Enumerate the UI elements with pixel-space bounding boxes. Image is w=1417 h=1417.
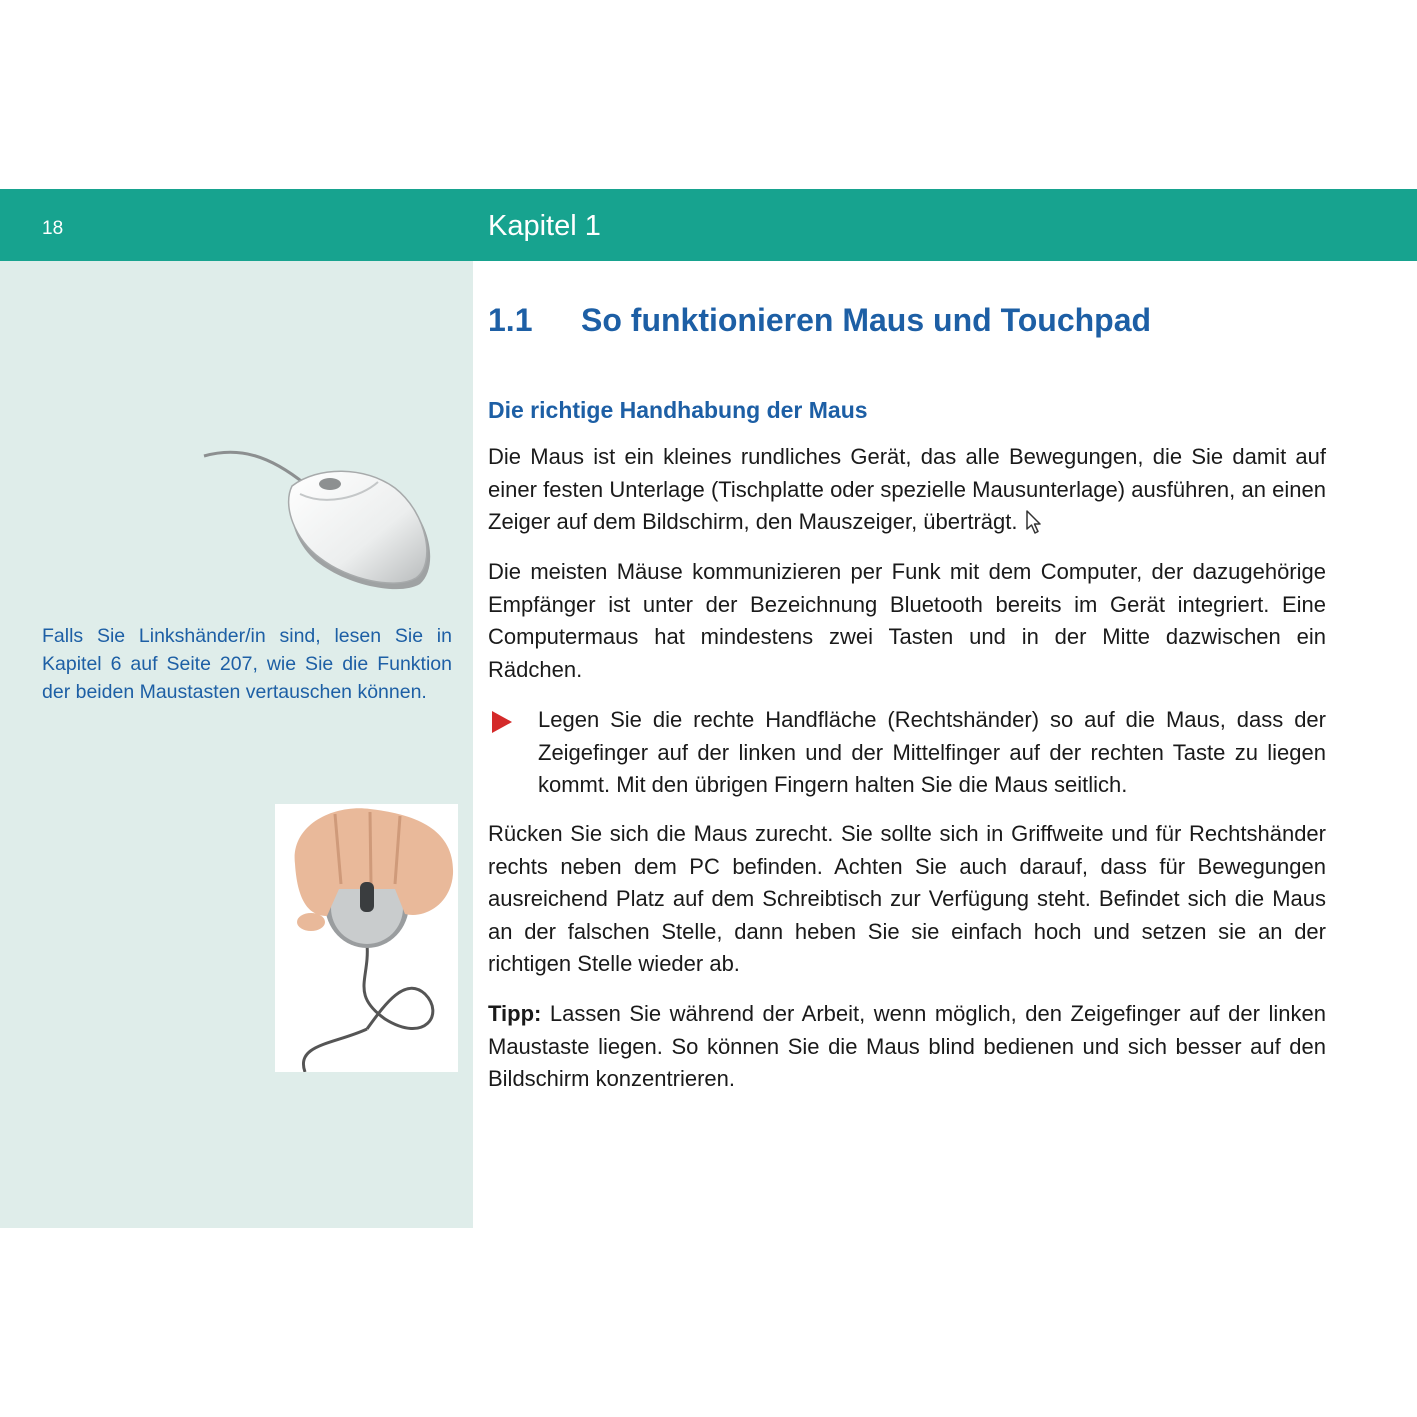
hand-on-mouse-photo [275,804,458,1072]
mouse-illustration [200,446,440,596]
subheading: Die richtige Handhabung der Maus [488,397,868,423]
paragraph-position: Rücken Sie sich die Maus zurecht. Sie sollte sich in Griffweite und für Rechtshänder rechts neben dem PC befinden. Achten Sie auch darauf, dass für Bewegungen ausreichend Platz auf dem Schreibtisch zur Verfügung steht. Befindet sich die Maus an der falschen Stelle, dann heben Sie sie einfach hoch und setzen sie an der richtigen Stelle wieder ab. [488,821,1326,976]
red-triangle-bullet-icon [490,709,514,735]
mouse-pointer-icon [1025,509,1043,535]
sidebar-panel [0,261,473,1228]
tip-paragraph [488,998,1326,1096]
instruction-bullet: Legen Sie die rechte Handfläche (Rechtshänder) so auf die Maus, dass der Zeigefinger auf der linken und der Mittelfinger auf der rechten Taste zu liegen kommt. Mit den übrigen Fingern halten Sie die Maus seitlich. [538,707,1326,797]
paragraph-mouse-intro-text: Die Maus ist ein kleines rundliches Gerät, das alle Bewegungen, die Sie damit auf einer festen Unterlage (Tischplatte oder spezielle Mausunterlage) ausführen, an einen Zeiger auf dem Bildschirm, den Mauszeiger, überträgt. [488,444,1326,534]
paragraph-wireless: Die meisten Mäuse kommunizieren per Funk mit dem Computer, der dazugehörige Empfänger ist unter der Bezeichnung Bluetooth bereits im Gerät integriert. Eine Computermaus hat mindestens zwei Tasten und in der Mitte dazwischen ein Rädchen. [488,559,1326,682]
chapter-header-bar [0,189,1417,261]
section-title: So funktionieren Maus und Touchpad [581,302,1152,338]
sidebar-note: Falls Sie Linkshänder/in sind, lesen Sie in Kapitel 6 auf Seite 207, wie Sie die Funktion der beiden Maustasten vertauschen können. [42,625,452,703]
page-number: 18 [42,218,64,239]
section-number: 1.1 [488,302,533,338]
paragraph-mouse-intro [488,441,1326,539]
chapter-title: Kapitel 1 [488,210,601,242]
tip-text: Lassen Sie während der Arbeit, wenn möglich, den Zeigefinger auf der linken Maustaste liegen. So können Sie die Maus blind bedienen und sich besser auf den Bildschirm konzentrieren. [488,1001,1326,1091]
tip-label: Tipp: [488,1001,542,1026]
